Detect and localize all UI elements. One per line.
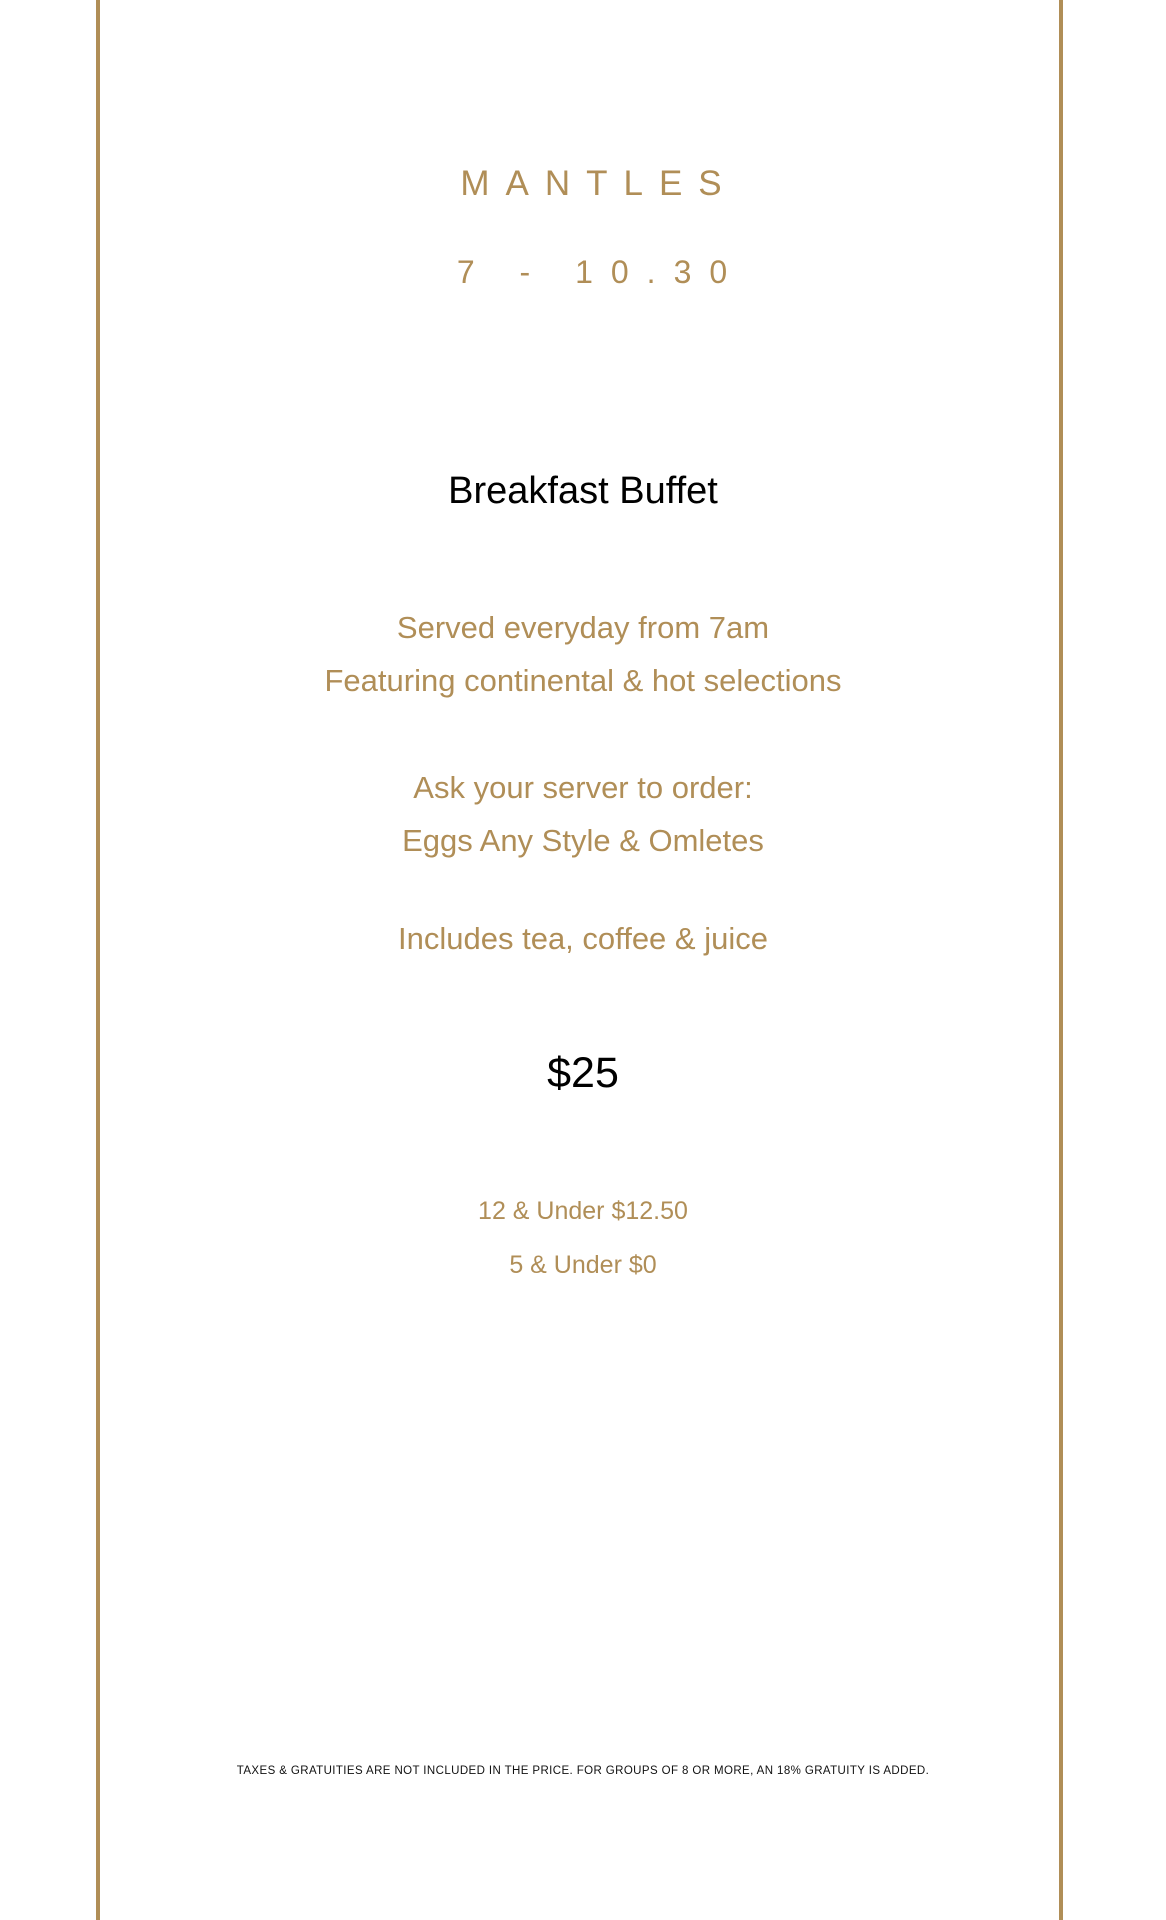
served-text: Served everyday from 7am — [396, 610, 770, 645]
menu-title: Breakfast Buffet — [448, 470, 718, 512]
child-price-5-under: 5 & Under $0 — [509, 1251, 657, 1279]
restaurant-name: MANTLES — [460, 164, 738, 203]
featuring-text: Featuring continental & hot selections — [324, 663, 842, 698]
includes-text: Includes tea, coffee & juice — [398, 921, 768, 956]
tax-gratuity-footnote: TAXES & GRATUITIES ARE NOT INCLUDED IN THE PRICE. FOR GROUPS OF 8 OR MORE, AN 18% GRATUITY IS ADDED. — [236, 1765, 930, 1777]
order-instruction: Ask your server to order: — [413, 770, 753, 805]
buffet-price: $25 — [547, 1049, 619, 1097]
child-price-12-under: 12 & Under $12.50 — [478, 1197, 688, 1225]
service-hours: 7 - 10.30 — [456, 254, 746, 290]
order-items: Eggs Any Style & Omletes — [402, 823, 764, 858]
